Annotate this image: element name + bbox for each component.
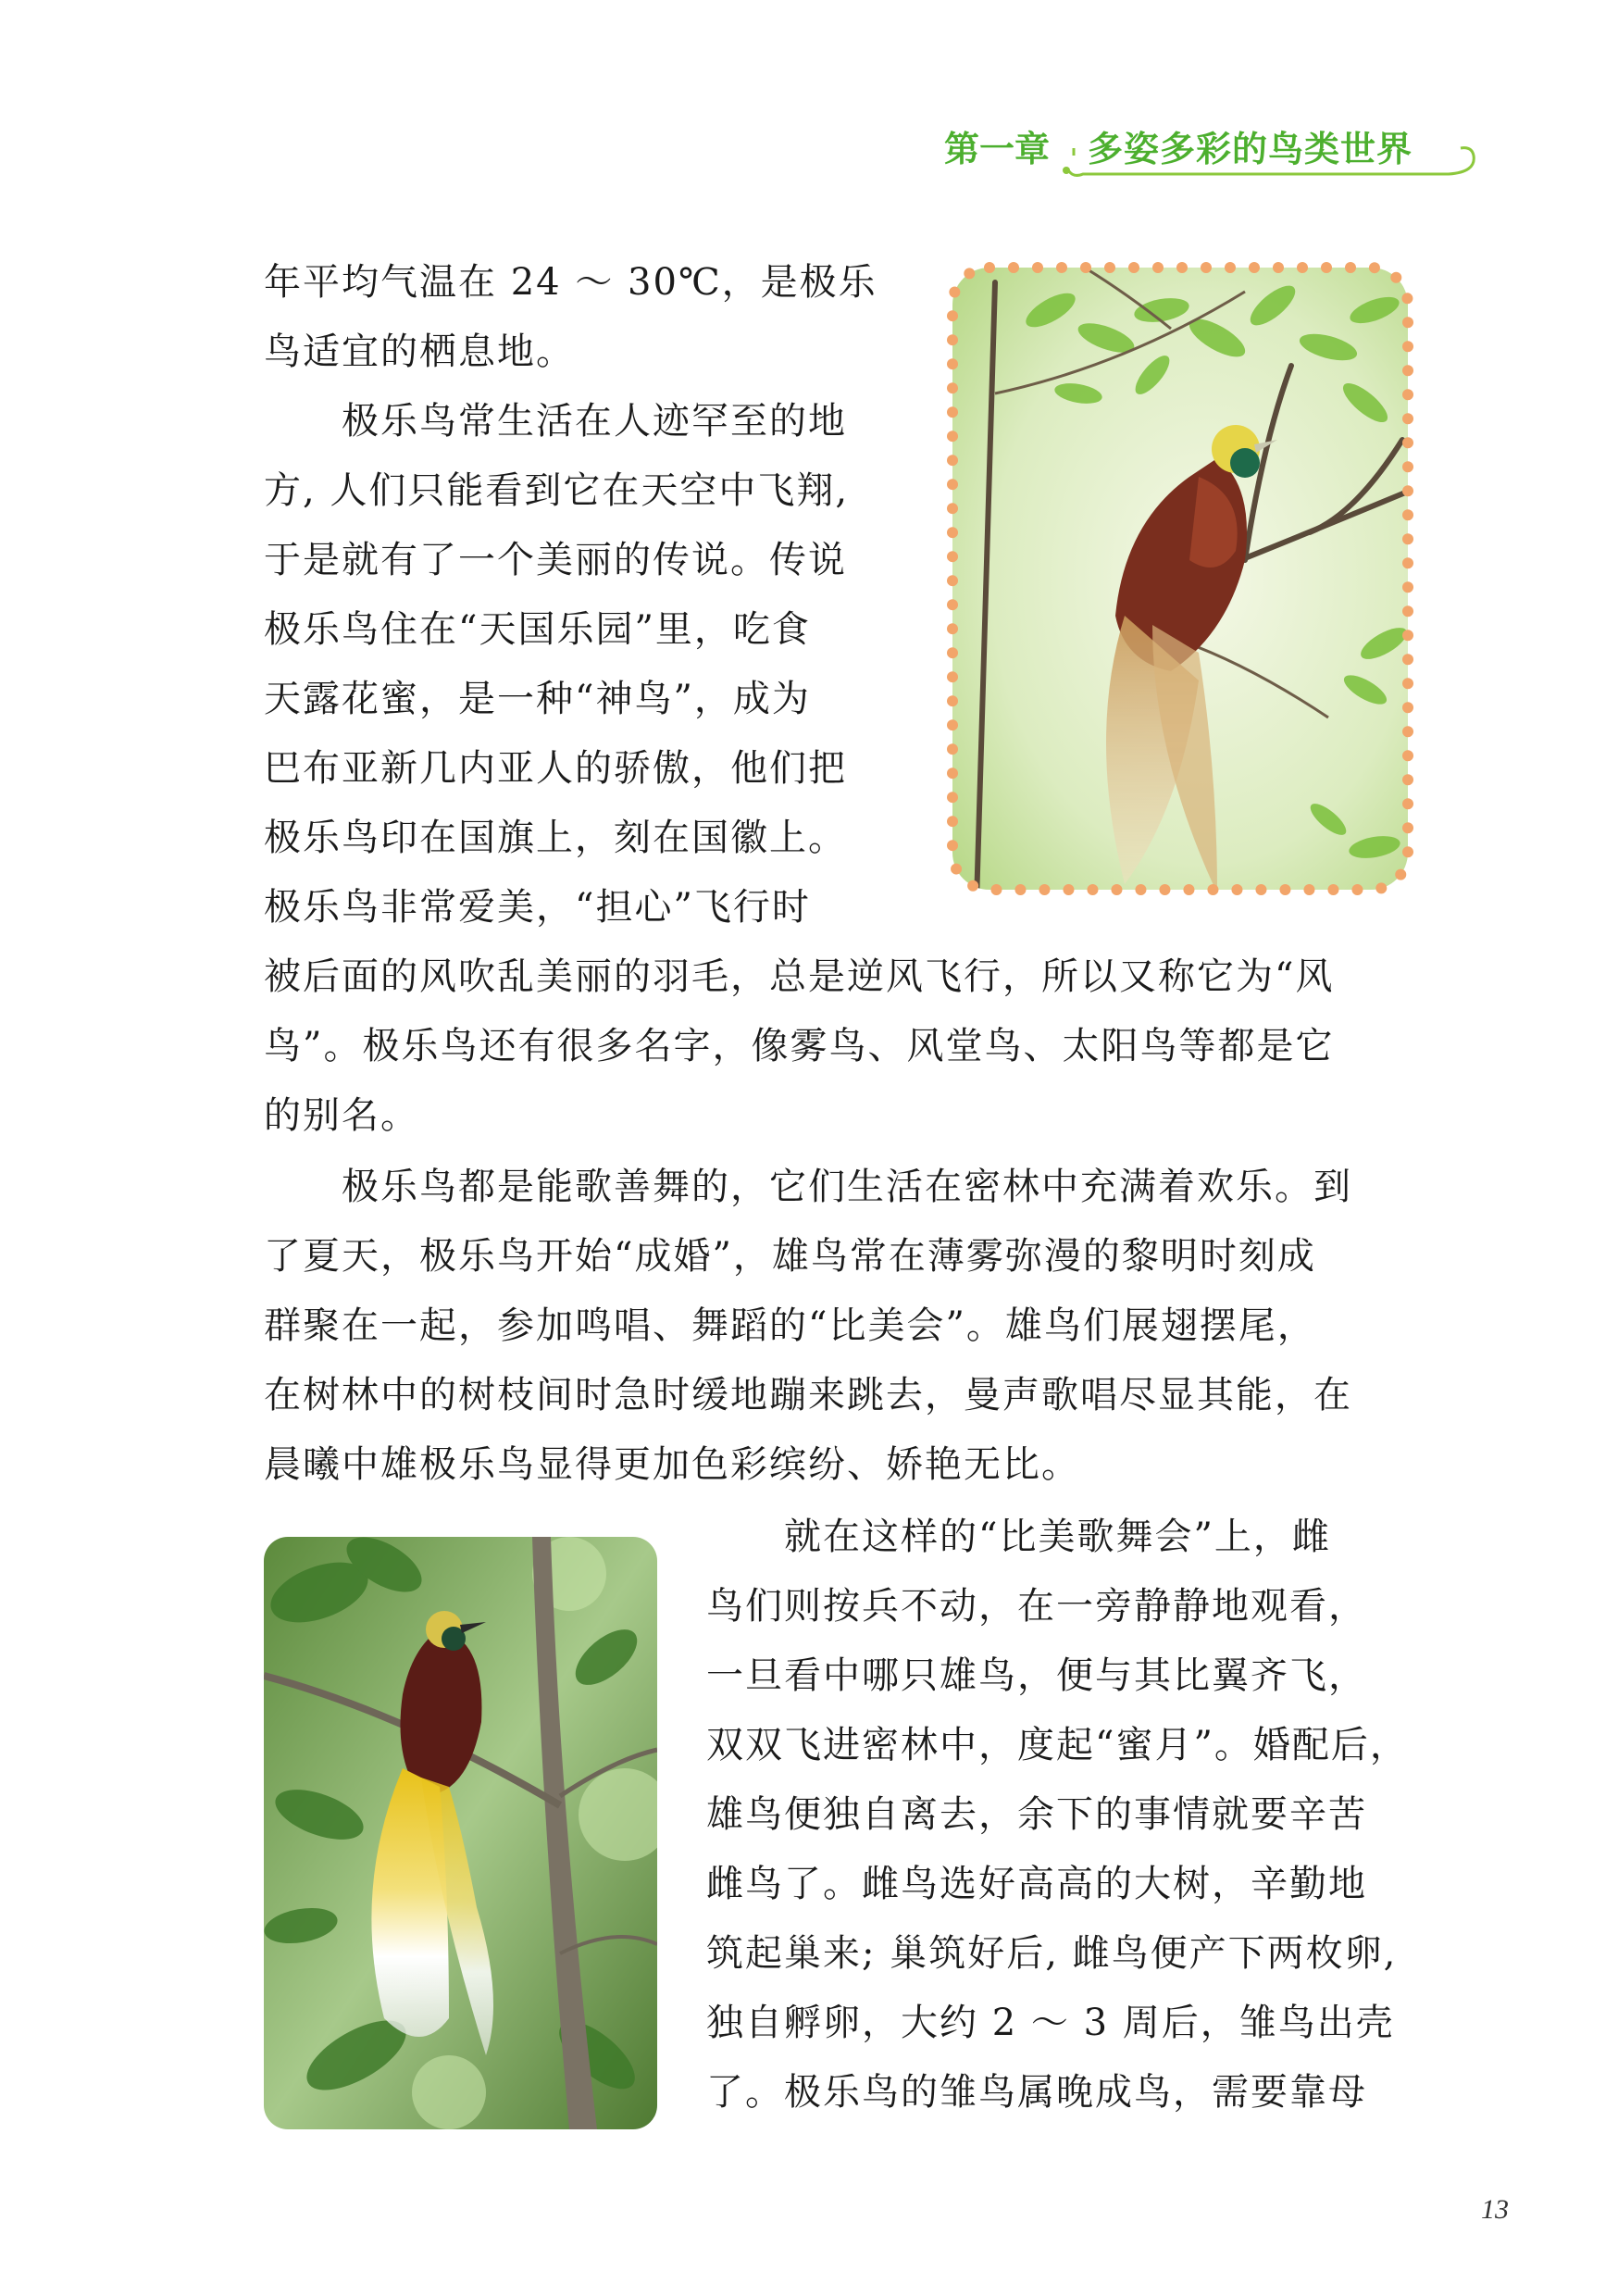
text-line: 的别名。 [264, 1094, 419, 1137]
text-line: 极乐鸟住在“天国乐园”里，吃食 [264, 608, 811, 651]
bird-photo-top [940, 255, 1421, 903]
page-number: 13 [1481, 2194, 1509, 2225]
text-line: 年平均气温在 24 ～ 30℃，是极乐 [264, 261, 877, 304]
text-line: 被后面的风吹乱美丽的羽毛，总是逆风飞行，所以又称它为“风 [264, 955, 1335, 998]
chapter-number: 第一章 [944, 129, 1051, 169]
text-line: 于是就有了一个美丽的传说。传说 [264, 539, 847, 581]
text-line: 了。极乐鸟的雏鸟属晚成鸟，需要靠母 [706, 2071, 1367, 2114]
text-line: 极乐鸟都是能歌善舞的，它们生活在密林中充满着欢乐。到 [264, 1166, 1352, 1208]
chapter-header [935, 111, 1490, 185]
text-line: 巴布亚新几内亚人的骄傲，他们把 [264, 747, 847, 790]
text-line: 了夏天，极乐鸟开始“成婚”，雄鸟常在薄雾弥漫的黎明时刻成 [264, 1235, 1316, 1278]
text-line: 鸟”。极乐鸟还有很多名字，像雾鸟、风堂鸟、太阳鸟等都是它 [264, 1025, 1335, 1067]
text-line: 极乐鸟印在国旗上，刻在国徽上。 [264, 817, 847, 859]
text-line: 就在这样的“比美歌舞会”上，雌 [706, 1516, 1331, 1558]
text-line: 群聚在一起，参加鸣唱、舞蹈的“比美会”。雄鸟们展翅摆尾， [264, 1304, 1316, 1347]
text-line: 独自孵卵，大约 2 ～ 3 周后，雏鸟出壳 [706, 2002, 1395, 2044]
text-line: 晨曦中雄极乐鸟显得更加色彩缤纷、娇艳无比。 [264, 1443, 1080, 1486]
text-line: 双双飞进密林中，度起“蜜月”。婚配后， [706, 1724, 1409, 1766]
text-line: 鸟适宜的栖息地。 [264, 331, 575, 373]
text-line: 雌鸟了。雌鸟选好高高的大树，辛勤地 [706, 1863, 1367, 1905]
text-line: 鸟们则按兵不动，在一旁静静地观看， [706, 1585, 1367, 1628]
text-line: 天露花蜜，是一种“神鸟”，成为 [264, 678, 811, 720]
text-line: 筑起巢来; 巢筑好后, 雌鸟便产下两枚卵, [706, 1932, 1398, 1975]
text-line: 方, 人们只能看到它在天空中飞翔, [264, 469, 850, 512]
chapter-title: 多姿多彩的鸟类世界 [1088, 129, 1413, 169]
text-line: 极乐鸟非常爱美，“担心”飞行时 [264, 886, 811, 929]
text-line: 在树林中的树枝间时急时缓地蹦来跳去，曼声歌唱尽显其能，在 [264, 1374, 1352, 1416]
bird-photo-bottom [264, 1537, 657, 2129]
text-line: 一旦看中哪只雄鸟，便与其比翼齐飞， [706, 1654, 1367, 1697]
text-line: 雄鸟便独自离去，余下的事情就要辛苦 [706, 1793, 1367, 1836]
text-line: 极乐鸟常生活在人迹罕至的地 [264, 400, 847, 443]
